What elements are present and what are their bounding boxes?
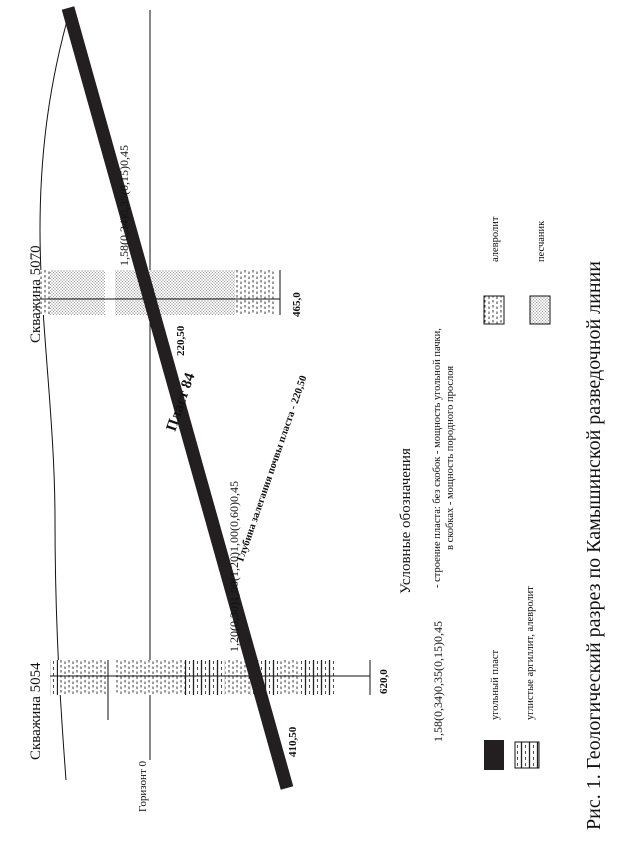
legend-label-sandstone: песчаник bbox=[536, 220, 547, 262]
well-name-5054: Скважина 5054 bbox=[28, 662, 44, 760]
well-5054-top-value: 410,50 bbox=[287, 726, 299, 757]
legend bbox=[398, 216, 550, 770]
legend-swatch-coal bbox=[484, 740, 504, 770]
legend-swatch-siltstone bbox=[484, 296, 504, 324]
well-5070-bottom-depth: 465,0 bbox=[291, 292, 303, 317]
horizon-label: Горизонт 0 bbox=[137, 760, 149, 812]
legend-structure-desc-2: в скобках - мощность породного прослоя bbox=[445, 365, 456, 550]
well-5054-bottom-depth: 620,0 bbox=[378, 669, 390, 694]
section-diagram bbox=[40, 8, 370, 788]
seam-structure-right: 1,58(0,34)0,35(0,15)0,45 bbox=[117, 145, 131, 266]
well-column-5054 bbox=[50, 660, 370, 720]
seam-name: Пласт 84 bbox=[163, 371, 199, 434]
legend-label-coal: угольный пласт bbox=[490, 649, 501, 720]
legend-label-siltstone: алевролит bbox=[490, 216, 501, 262]
well-5070-top-value: 220,50 bbox=[175, 325, 187, 356]
well-column-5070 bbox=[40, 270, 280, 315]
well-name-5070: Скважина 5070 bbox=[28, 245, 44, 343]
figure-caption: Рис. 1. Геологический разрез по Камышинской разведочной линии bbox=[583, 261, 605, 830]
legend-title: Условные обозначения bbox=[398, 448, 414, 594]
legend-swatch-carbonaceous bbox=[515, 742, 539, 768]
seam-depth-caption: Глубина залегания почвы пласта - 220,50 bbox=[235, 374, 310, 563]
legend-swatch-sandstone bbox=[530, 296, 550, 324]
legend-structure-desc-1: - строение пласта: без скобок - мощность угольной пачки, bbox=[432, 328, 443, 588]
legend-structure-example: 1,58(0,34)0,35(0,15)0,45 bbox=[431, 621, 445, 742]
seam-structure-left: 1,20(0,30)1,00(1,20)1,00(0,60)0,45 bbox=[227, 481, 241, 652]
legend-label-carbonaceous: углистые аргиллит, алевролит bbox=[525, 586, 536, 720]
